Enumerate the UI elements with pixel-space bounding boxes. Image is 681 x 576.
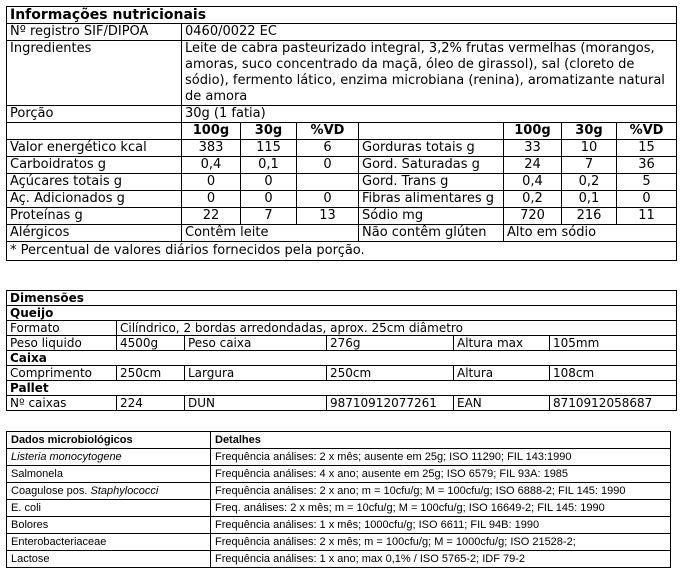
gluten-free: Não contêm glúten bbox=[359, 225, 504, 242]
micro-detail: Frequência análises: 1 x ano; max 0,1% / ISO 5765-2; IDF 79-2 bbox=[211, 551, 671, 568]
value-30g: 0 bbox=[241, 191, 297, 208]
table-row bbox=[7, 466, 671, 483]
table-row bbox=[7, 449, 671, 466]
dimensions-title: Dimensões bbox=[7, 291, 677, 306]
table-row bbox=[7, 551, 671, 568]
caixa-section: Caixa bbox=[7, 351, 677, 366]
micro-name: Salmonela bbox=[7, 466, 211, 483]
dimensions-table bbox=[6, 290, 677, 411]
value-100g: 383 bbox=[182, 140, 241, 157]
header-30g: 30g bbox=[562, 123, 617, 140]
value-vd: 0 bbox=[617, 191, 677, 208]
table-row bbox=[7, 208, 677, 225]
micro-name: Bolores bbox=[7, 517, 211, 534]
peso-caixa-value: 276g bbox=[327, 336, 454, 351]
value-100g: 0 bbox=[182, 191, 241, 208]
value-30g: 10 bbox=[562, 140, 617, 157]
micro-name: E. coli bbox=[7, 500, 211, 517]
ean-label: EAN bbox=[454, 396, 550, 411]
nutrient-label: Açúcares totais g bbox=[7, 174, 182, 191]
altura-max-label: Altura max bbox=[454, 336, 550, 351]
formato-label: Formato bbox=[7, 321, 117, 336]
registro-value: 0460/0022 EC bbox=[182, 24, 677, 41]
porcao-label: Porção bbox=[7, 106, 182, 123]
micro-detail: Frequência análises: 2 x mês; ausente em 25g; ISO 11290; FIL 143:1990 bbox=[211, 449, 671, 466]
micro-detail: Frequência análises: 2 x mês; m = 100cfu/g; M = 1000cfu/g; ISO 21528-2; bbox=[211, 534, 671, 551]
nutrition-column-headers bbox=[7, 123, 677, 140]
contains-milk: Contêm leite bbox=[182, 225, 359, 242]
header-30g: 30g bbox=[241, 123, 297, 140]
microbiology-table bbox=[6, 431, 671, 568]
altura-value: 108cm bbox=[550, 366, 677, 381]
nutrition-table bbox=[6, 6, 677, 261]
value-100g: 0,2 bbox=[504, 191, 562, 208]
high-sodium: Alto em sódio bbox=[504, 225, 677, 242]
registro-label: Nº registro SIF/DIPOA bbox=[7, 24, 182, 41]
nutrient-label: Gord. Trans g bbox=[359, 174, 504, 191]
nutrition-title: Informações nutricionais bbox=[7, 7, 677, 24]
largura-value: 250cm bbox=[327, 366, 454, 381]
nutrient-label: Carboidratos g bbox=[7, 157, 182, 174]
value-100g: 33 bbox=[504, 140, 562, 157]
value-100g: 0,4 bbox=[504, 174, 562, 191]
table-row bbox=[7, 500, 671, 517]
allergens-row bbox=[7, 225, 677, 242]
comprimento-label: Comprimento bbox=[7, 366, 117, 381]
micro-name bbox=[7, 483, 211, 500]
value-vd: 36 bbox=[617, 157, 677, 174]
table-row bbox=[7, 174, 677, 191]
table-row bbox=[7, 157, 677, 174]
micro-detail: Frequência análises: 1 x mês; 1000cfu/g; ISO 6611; FIL 94B: 1990 bbox=[211, 517, 671, 534]
value-100g: 24 bbox=[504, 157, 562, 174]
dun-label: DUN bbox=[185, 396, 327, 411]
micro-detail: Frequência análises: 4 x ano; ausente em 25g; ISO 6579; FIL 93A: 1985 bbox=[211, 466, 671, 483]
value-vd bbox=[297, 174, 359, 191]
value-vd: 6 bbox=[297, 140, 359, 157]
altura-max-value: 105mm bbox=[550, 336, 677, 351]
header-100g: 100g bbox=[182, 123, 241, 140]
micro-detail: Freq. análises: 2 x mês; m = 10cfu/g; M = 100cfu/g; ISO 16649-2; FIL 145: 1990 bbox=[211, 500, 671, 517]
n-caixas-value: 224 bbox=[117, 396, 185, 411]
header-vd: %VD bbox=[297, 123, 359, 140]
nutrient-label: Gord. Saturadas g bbox=[359, 157, 504, 174]
dun-value: 98710912077261 bbox=[327, 396, 454, 411]
micro-header-name: Dados microbiológicos bbox=[7, 432, 211, 449]
table-row bbox=[7, 517, 671, 534]
value-30g: 0,1 bbox=[562, 191, 617, 208]
value-30g: 7 bbox=[241, 208, 297, 225]
table-row bbox=[7, 534, 671, 551]
nutrient-label: Aç. Adicionados g bbox=[7, 191, 182, 208]
porcao-value: 30g (1 fatia) bbox=[182, 106, 677, 123]
micro-detail: Frequência análises: 2 x ano; m = 10cfu/g; M = 100cfu/g; ISO 6888-2; FIL 145: 1990 bbox=[211, 483, 671, 500]
nutrient-label: Valor energético kcal bbox=[7, 140, 182, 157]
blank-cell bbox=[7, 123, 182, 140]
n-caixas-label: Nº caixas bbox=[7, 396, 117, 411]
value-100g: 0 bbox=[182, 174, 241, 191]
largura-label: Largura bbox=[185, 366, 327, 381]
value-30g: 0,2 bbox=[562, 174, 617, 191]
header-100g: 100g bbox=[504, 123, 562, 140]
micro-name: Listeria monocytogene bbox=[7, 449, 211, 466]
value-30g: 115 bbox=[241, 140, 297, 157]
header-vd: %VD bbox=[617, 123, 677, 140]
micro-header-details: Detalhes bbox=[211, 432, 671, 449]
queijo-section: Queijo bbox=[7, 306, 677, 321]
micro-name-species: Staphylococci bbox=[90, 485, 159, 497]
micro-name: Enterobacteriaceae bbox=[7, 534, 211, 551]
pallet-section: Pallet bbox=[7, 381, 677, 396]
table-row bbox=[7, 140, 677, 157]
micro-name-prefix: Coagulose pos. bbox=[11, 485, 91, 497]
nutrient-label: Fibras alimentares g bbox=[359, 191, 504, 208]
nutrient-label: Sódio mg bbox=[359, 208, 504, 225]
micro-name: Lactose bbox=[7, 551, 211, 568]
nutrient-label: Gorduras totais g bbox=[359, 140, 504, 157]
comprimento-value: 250cm bbox=[117, 366, 185, 381]
ingredientes-value: Leite de cabra pasteurizado integral, 3,2% frutas vermelhas (morangos, amoras, suco concentrado da maçã, óleo de girassol), sal (cloreto de sódio), fermento lático, enzima microbiana (renina), aromatizante natural de amora bbox=[182, 41, 677, 106]
value-vd: 0 bbox=[297, 157, 359, 174]
peso-liquido-value: 4500g bbox=[117, 336, 185, 351]
value-100g: 0,4 bbox=[182, 157, 241, 174]
peso-caixa-label: Peso caixa bbox=[185, 336, 327, 351]
value-30g: 216 bbox=[562, 208, 617, 225]
value-vd: 0 bbox=[297, 191, 359, 208]
value-30g: 0,1 bbox=[241, 157, 297, 174]
value-vd: 5 bbox=[617, 174, 677, 191]
altura-label: Altura bbox=[454, 366, 550, 381]
value-100g: 22 bbox=[182, 208, 241, 225]
alergicos-label: Alérgicos bbox=[7, 225, 182, 242]
value-vd: 13 bbox=[297, 208, 359, 225]
ingredientes-label: Ingredientes bbox=[7, 41, 182, 106]
value-30g: 0 bbox=[241, 174, 297, 191]
value-100g: 720 bbox=[504, 208, 562, 225]
value-vd: 15 bbox=[617, 140, 677, 157]
blank-cell bbox=[359, 123, 504, 140]
formato-value: Cilíndrico, 2 bordas arredondadas, aprox. 25cm diâmetro bbox=[117, 321, 677, 336]
value-30g: 7 bbox=[562, 157, 617, 174]
footnote: * Percentual de valores diários fornecidos pela porção. bbox=[7, 242, 677, 261]
nutrient-label: Proteínas g bbox=[7, 208, 182, 225]
peso-liquido-label: Peso liquido bbox=[7, 336, 117, 351]
table-row bbox=[7, 191, 677, 208]
table-row bbox=[7, 483, 671, 500]
value-vd: 11 bbox=[617, 208, 677, 225]
ean-value: 8710912058687 bbox=[550, 396, 677, 411]
